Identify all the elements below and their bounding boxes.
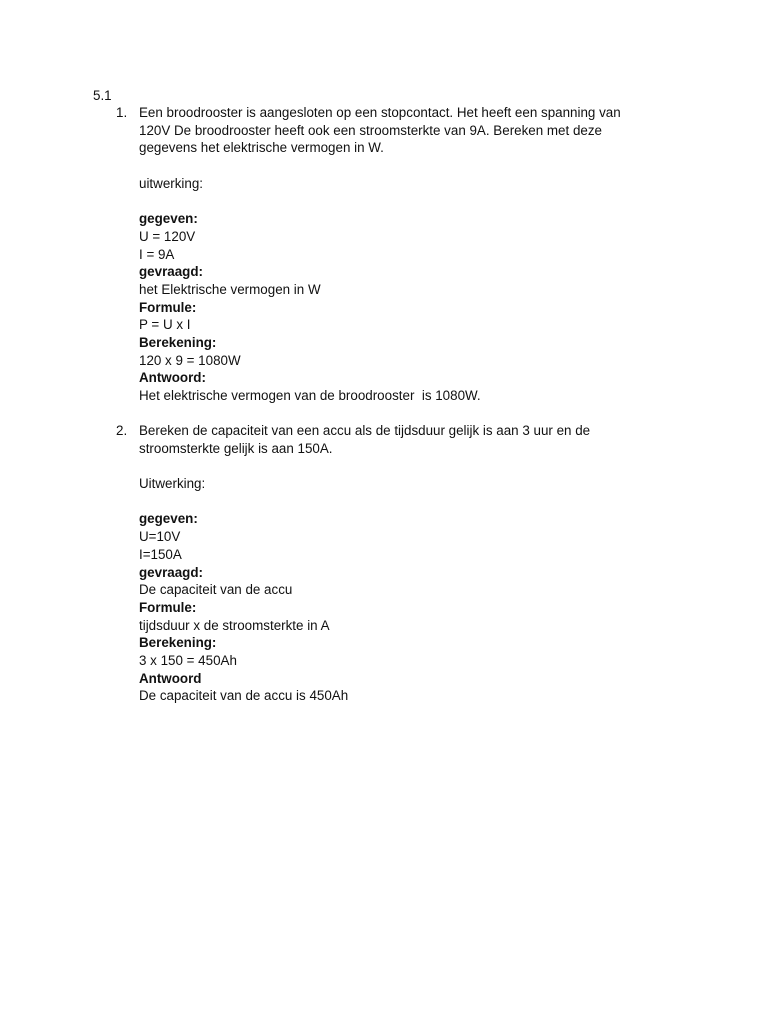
berekening-label: Berekening: xyxy=(139,334,217,350)
gevraagd-label: gevraagd: xyxy=(139,564,203,580)
antwoord-label: Antwoord: xyxy=(139,370,206,386)
gevraagd-value: De capaciteit van de accu xyxy=(139,582,293,598)
antwoord-label: Antwoord xyxy=(139,670,202,686)
question-line: Een broodrooster is aangesloten op een stopcontact. Het heeft een spanning van xyxy=(139,105,621,120)
uitwerking-heading: Uitwerking: xyxy=(139,476,206,492)
formule-value: P = U x I xyxy=(139,317,191,333)
blank-line xyxy=(139,457,659,475)
gegeven-value: I = 9A xyxy=(139,246,175,262)
berekening-value: 3 x 150 = 450Ah xyxy=(139,652,237,668)
blank-line xyxy=(139,192,659,210)
blank-line xyxy=(139,157,659,175)
gegeven-value: U = 120V xyxy=(139,228,196,244)
formule-value: tijdsduur x de stroomsterkte in A xyxy=(139,617,330,633)
berekening-value: 120 x 9 = 1080W xyxy=(139,352,241,368)
list-marker: 1. xyxy=(116,105,128,120)
formule-label: Formule: xyxy=(139,299,197,315)
gegeven-value: I=150A xyxy=(139,546,182,562)
uitwerking-heading: uitwerking: xyxy=(139,175,204,191)
question-line: 120V De broodrooster heeft ook een stroomsterkte van 9A. Bereken met deze xyxy=(139,122,602,138)
formule-label: Formule: xyxy=(139,599,197,615)
blank-line xyxy=(139,493,659,511)
list-item-body xyxy=(139,422,659,705)
question-line: Bereken de capaciteit van een accu als de tijdsduur gelijk is aan 3 uur en de xyxy=(139,423,591,438)
section-number: 5.1 xyxy=(93,88,112,103)
gevraagd-label: gevraagd: xyxy=(139,264,203,280)
gegeven-label: gegeven: xyxy=(139,211,198,227)
berekening-label: Berekening: xyxy=(139,635,217,651)
gevraagd-value: het Elektrische vermogen in W xyxy=(139,281,321,297)
gegeven-value: U=10V xyxy=(139,529,181,545)
antwoord-value: De capaciteit van de accu is 450Ah xyxy=(139,688,349,704)
gegeven-label: gegeven: xyxy=(139,511,198,527)
antwoord-value: Het elektrische vermogen van de broodrooster is 1080W. xyxy=(139,388,481,403)
list-item-body xyxy=(139,104,659,405)
question-line: stroomsterkte gelijk is aan 150A. xyxy=(139,440,333,456)
question-line: gegevens het elektrische vermogen in W. xyxy=(139,140,384,156)
list-marker: 2. xyxy=(116,423,128,438)
